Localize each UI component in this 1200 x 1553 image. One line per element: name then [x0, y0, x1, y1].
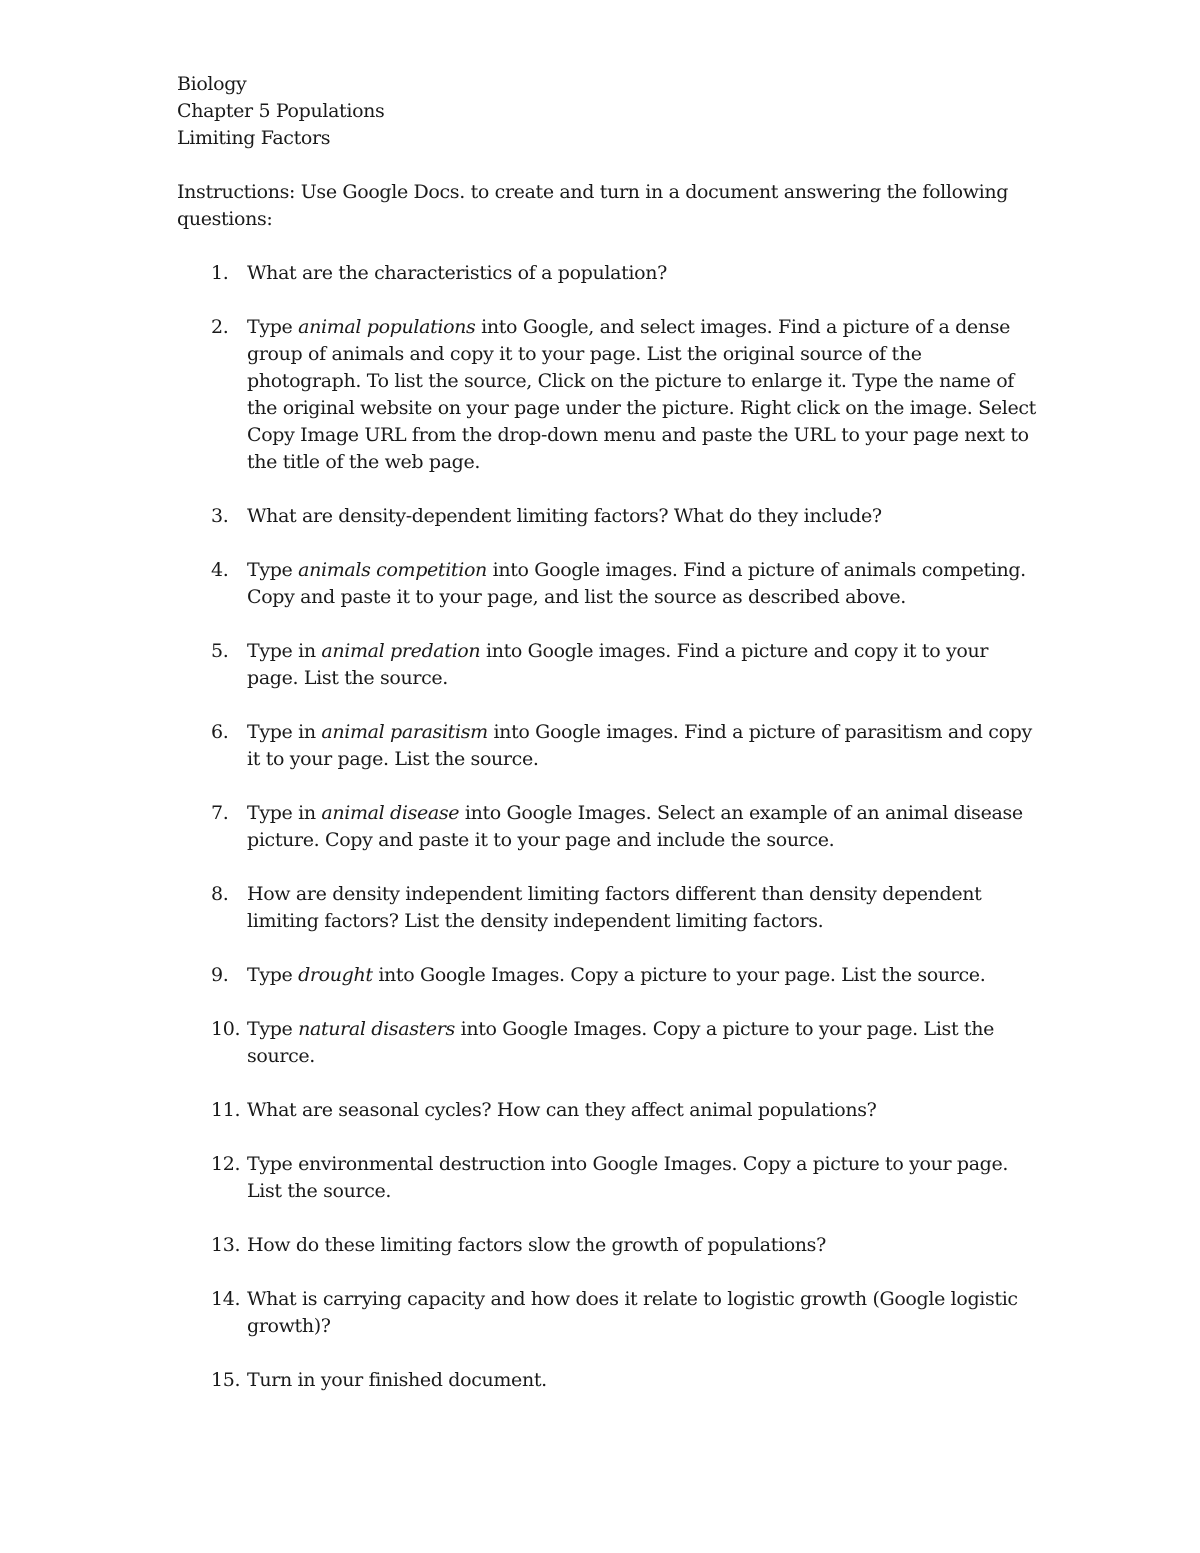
question-text — [247, 1018, 994, 1067]
question-item — [177, 314, 1037, 476]
question-item — [177, 719, 1037, 773]
search-term: natural disasters — [298, 1018, 455, 1040]
question-text-part: Type — [247, 316, 299, 338]
question-text-part: into Google, and select images. Find a picture of a dense group of animals and copy it to your page. List the original source of the photograph. To list the source, Click on the picture to enlarge it. Type the name of the original website on your page under the picture. Right click on the image. Select Copy Image URL from the drop-down menu and paste the URL to your page next to the title of the web page. — [247, 316, 1036, 473]
question-text-part: Type environmental destruction into Google Images. Copy a picture to your page. List the source. — [247, 1153, 1009, 1202]
search-term: animal predation — [321, 640, 481, 662]
question-text — [247, 1369, 547, 1391]
question-item — [177, 638, 1037, 692]
question-number: 9. — [211, 964, 229, 986]
search-term: animals competition — [298, 559, 487, 581]
question-text-part: Type in — [247, 640, 322, 662]
question-number: 13. — [211, 1234, 241, 1256]
question-item — [177, 1151, 1037, 1205]
question-text-part: What is carrying capacity and how does it relate to logistic growth (Google logistic growth)? — [247, 1288, 1018, 1337]
question-number: 15. — [211, 1369, 241, 1391]
question-text — [247, 1153, 1008, 1202]
document-page — [177, 71, 1037, 1421]
question-text — [247, 559, 1026, 608]
question-number: 3. — [211, 505, 229, 527]
topic-title: Limiting Factors — [177, 127, 331, 149]
question-item — [177, 962, 1037, 989]
question-number: 4. — [211, 559, 229, 581]
question-text-part: Turn in your finished document. — [247, 1369, 547, 1391]
question-number: 2. — [211, 316, 229, 338]
question-text — [247, 1099, 876, 1121]
question-number: 12. — [211, 1153, 241, 1175]
question-text-part: into Google Images. Select an example of an animal disease picture. Copy and paste it to your page and include the source. — [247, 802, 1023, 851]
question-text-part: into Google Images. Copy a picture to your page. List the source. — [372, 964, 986, 986]
question-list — [177, 260, 1037, 1394]
question-item — [177, 1232, 1037, 1259]
question-number: 10. — [211, 1018, 241, 1040]
question-text — [247, 505, 882, 527]
question-text-part: into Google images. Find a picture of animals competing. Copy and paste it to your page, and list the source as described above. — [247, 559, 1026, 608]
question-item — [177, 557, 1037, 611]
question-number: 8. — [211, 883, 229, 905]
question-text-part: Type — [247, 964, 299, 986]
question-text — [247, 1288, 1018, 1337]
question-text — [247, 316, 1036, 473]
question-text — [247, 262, 667, 284]
question-text-part: Type — [247, 1018, 299, 1040]
question-number: 11. — [211, 1099, 241, 1121]
question-number: 1. — [211, 262, 229, 284]
question-text — [247, 802, 1023, 851]
question-item — [177, 1286, 1037, 1340]
question-text-part: Type in — [247, 721, 322, 743]
course-title: Biology — [177, 73, 247, 95]
question-text — [247, 640, 988, 689]
question-text-part: What are density-dependent limiting factors? What do they include? — [247, 505, 882, 527]
search-term: drought — [298, 964, 373, 986]
question-number: 5. — [211, 640, 229, 662]
question-item — [177, 1097, 1037, 1124]
question-item — [177, 1016, 1037, 1070]
question-number: 14. — [211, 1288, 241, 1310]
question-text-part: What are seasonal cycles? How can they affect animal populations? — [247, 1099, 877, 1121]
question-text-part: Type in — [247, 802, 322, 824]
question-number: 7. — [211, 802, 229, 824]
question-text-part: into Google images. Find a picture of parasitism and copy it to your page. List the source. — [247, 721, 1032, 770]
question-text-part: How do these limiting factors slow the growth of populations? — [247, 1234, 826, 1256]
instructions-paragraph: Instructions: Use Google Docs. to create and turn in a document answering the following questions: — [177, 181, 1009, 230]
question-text-part: How are density independent limiting factors different than density dependent limiting factors? List the density independent limiting factors. — [247, 883, 982, 932]
search-term: animal disease — [321, 802, 460, 824]
question-item — [177, 881, 1037, 935]
search-term: animal populations — [298, 316, 476, 338]
question-text-part: into Google Images. Copy a picture to your page. List the source. — [247, 1018, 994, 1067]
question-text-part: into Google images. Find a picture and copy it to your page. List the source. — [247, 640, 989, 689]
question-item — [177, 800, 1037, 854]
question-text — [247, 883, 981, 932]
question-text — [247, 721, 1032, 770]
question-item — [177, 260, 1037, 287]
question-text-part: What are the characteristics of a population? — [247, 262, 667, 284]
chapter-title: Chapter 5 Populations — [177, 100, 385, 122]
question-text — [247, 964, 985, 986]
question-number: 6. — [211, 721, 229, 743]
question-item — [177, 1367, 1037, 1394]
question-text — [247, 1234, 826, 1256]
question-text-part: Type — [247, 559, 299, 581]
question-item — [177, 503, 1037, 530]
search-term: animal parasitism — [321, 721, 488, 743]
